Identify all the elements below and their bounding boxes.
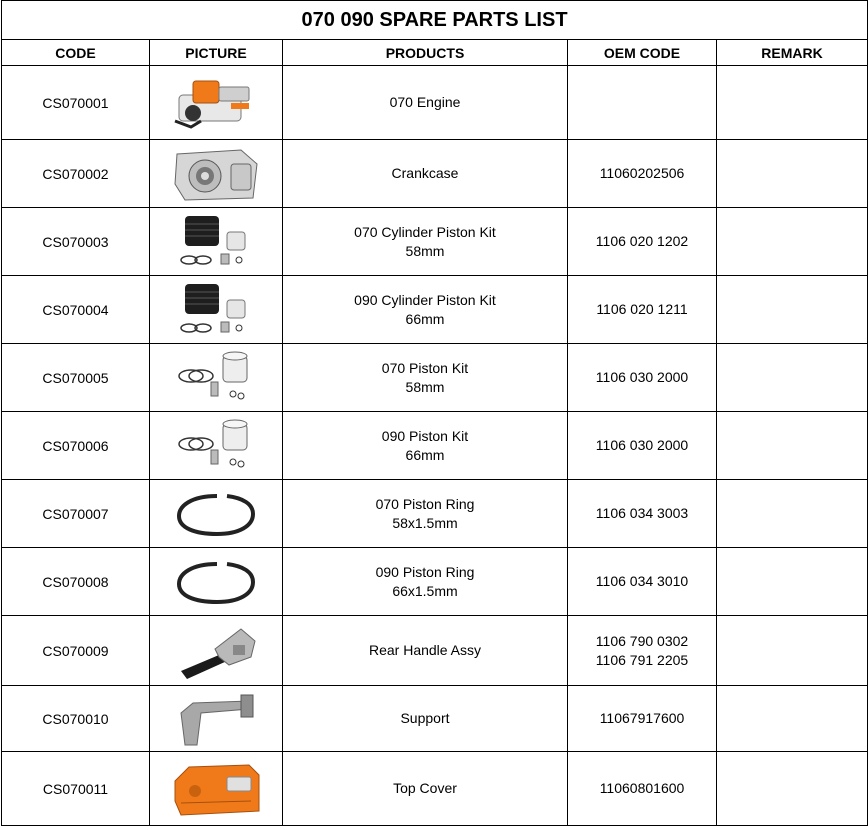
row-code: CS070002: [2, 140, 150, 208]
row-product: [283, 480, 568, 548]
crankcase-icon: [171, 144, 261, 204]
row-remark: [717, 276, 868, 344]
row-product: [283, 686, 568, 752]
table-title: 070 090 SPARE PARTS LIST: [2, 1, 868, 40]
row-oem-code: [568, 616, 717, 686]
product-line: 58mm: [405, 242, 445, 259]
header-oem-code: OEM CODE: [568, 40, 717, 66]
rear-handle-icon: [171, 621, 261, 681]
row-remark: [717, 480, 868, 548]
row-product: [283, 66, 568, 140]
product-line: Crankcase: [391, 165, 459, 181]
product-line: 090 Piston Kit: [381, 427, 469, 444]
piston-ring-icon: [171, 484, 261, 544]
table-row: [2, 276, 868, 344]
product-line: 66mm: [405, 310, 445, 327]
piston-kit-icon: [171, 416, 261, 476]
product-line: 090 Cylinder Piston Kit: [354, 291, 496, 308]
row-code: CS070007: [2, 480, 150, 548]
table-row: [2, 686, 868, 752]
row-code: CS070009: [2, 616, 150, 686]
row-remark: [717, 66, 868, 140]
product-line: Top Cover: [393, 780, 457, 796]
row-product: [283, 752, 568, 826]
row-oem-code: [568, 140, 717, 208]
product-line: 070 Cylinder Piston Kit: [354, 223, 496, 240]
product-line: 66x1.5mm: [392, 582, 458, 599]
row-code: CS070005: [2, 344, 150, 412]
table-row: [2, 752, 868, 826]
header-products: PRODUCTS: [283, 40, 568, 66]
top-cover-icon: [171, 759, 261, 819]
row-product: [283, 412, 568, 480]
product-line: 58x1.5mm: [392, 514, 458, 531]
row-picture: [150, 140, 283, 208]
cylinder-kit-icon: [171, 212, 261, 272]
table-row: [2, 140, 868, 208]
table-row: [2, 548, 868, 616]
row-oem-code: [568, 412, 717, 480]
table-row: [2, 480, 868, 548]
row-code: CS070006: [2, 412, 150, 480]
oem-line: 1106 030 2000: [595, 369, 689, 385]
table-row: [2, 412, 868, 480]
oem-line: 1106 020 1211: [596, 301, 688, 317]
row-remark: [717, 412, 868, 480]
row-code: CS070001: [2, 66, 150, 140]
row-oem-code: [568, 208, 717, 276]
row-remark: [717, 208, 868, 276]
row-remark: [717, 752, 868, 826]
row-code: CS070011: [2, 752, 150, 826]
spare-parts-table: [1, 0, 868, 826]
row-oem-code: [568, 344, 717, 412]
support-icon: [171, 689, 261, 749]
product-line: 58mm: [405, 378, 445, 395]
row-product: [283, 616, 568, 686]
row-code: CS070008: [2, 548, 150, 616]
product-line: 090 Piston Ring: [375, 563, 475, 580]
header-remark: REMARK: [717, 40, 868, 66]
row-remark: [717, 344, 868, 412]
product-line: Rear Handle Assy: [368, 642, 482, 658]
oem-line: 1106 790 0302: [595, 632, 689, 649]
row-picture: [150, 686, 283, 752]
table-row: [2, 344, 868, 412]
header-code: CODE: [2, 40, 150, 66]
row-product: [283, 276, 568, 344]
row-oem-code: [568, 752, 717, 826]
row-oem-code: [568, 686, 717, 752]
row-oem-code: [568, 66, 717, 140]
row-picture: [150, 276, 283, 344]
row-oem-code: [568, 276, 717, 344]
product-line: 66mm: [405, 446, 445, 463]
row-product: [283, 548, 568, 616]
product-line: 070 Engine: [389, 94, 461, 110]
row-remark: [717, 686, 868, 752]
cylinder-kit-icon: [171, 280, 261, 340]
oem-line: 11067917600: [599, 710, 685, 726]
row-remark: [717, 548, 868, 616]
table-row: [2, 66, 868, 140]
oem-line: 1106 791 2205: [595, 651, 689, 668]
oem-line: 1106 030 2000: [595, 437, 689, 453]
row-oem-code: [568, 548, 717, 616]
row-code: CS070004: [2, 276, 150, 344]
row-code: CS070003: [2, 208, 150, 276]
oem-line: 11060801600: [599, 780, 685, 796]
row-remark: [717, 140, 868, 208]
row-code: CS070010: [2, 686, 150, 752]
row-picture: [150, 344, 283, 412]
product-line: 070 Piston Ring: [375, 495, 475, 512]
row-picture: [150, 412, 283, 480]
oem-line: 1106 034 3010: [595, 573, 689, 589]
row-picture: [150, 752, 283, 826]
oem-line: 1106 034 3003: [595, 505, 689, 521]
row-product: [283, 208, 568, 276]
piston-ring-icon: [171, 552, 261, 612]
engine-icon: [171, 73, 261, 133]
row-picture: [150, 616, 283, 686]
row-picture: [150, 66, 283, 140]
oem-line: 11060202506: [599, 165, 685, 181]
header-picture: PICTURE: [150, 40, 283, 66]
row-remark: [717, 616, 868, 686]
oem-line: 1106 020 1202: [595, 233, 689, 249]
row-picture: [150, 548, 283, 616]
row-picture: [150, 480, 283, 548]
piston-kit-icon: [171, 348, 261, 408]
row-product: [283, 140, 568, 208]
row-product: [283, 344, 568, 412]
table-row: [2, 616, 868, 686]
row-oem-code: [568, 480, 717, 548]
product-line: 070 Piston Kit: [381, 359, 469, 376]
row-picture: [150, 208, 283, 276]
table-row: [2, 208, 868, 276]
product-line: Support: [400, 710, 450, 726]
